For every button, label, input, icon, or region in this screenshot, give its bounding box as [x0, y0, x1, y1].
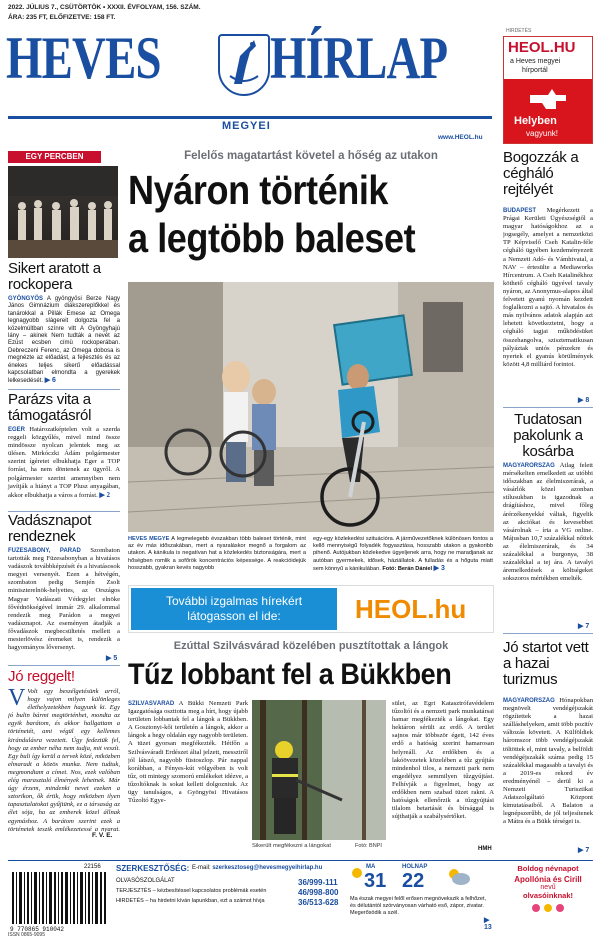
ceghalo-text: [503, 207, 593, 397]
lead-headline-line2: a legtöbb baleset: [128, 215, 416, 261]
tamogatas-place: EGER: [8, 427, 26, 433]
title-subtitle: MEGYEI: [222, 120, 271, 132]
rockopera-headline: Sikert aratott a rockopera: [8, 260, 101, 293]
ceghalo-body: Megérkezett a Prágai Kerületi Ügyészségtől a magyar hatóságokhoz az a jogsegély, amelyet a nemzetközi TP Képviselő Cseh Katalin-féle cégháló ügyében kezdeményezett a Nemzeti Adó- és Vámhivatal, a NAV – értesülte a Mediaworks Hírcentrum. A Cseh Katalinékhoz köthető cégháló ügyével tavaly nyáron, az Anonymus-alapos által felvetett gyanú nyomán kezdett foglalkozni a sajtó. A hivatalos és más nyilvános adatok alapján azt lehetett következtetni, hogy a cégháló tagjai működésüket összehangolva, szisztematikusan pályáztak uniós pénzekre és nyertek el gyanús körülmények között 4,8 milliárd forintot.: [503, 207, 593, 368]
stork-emblem-icon: [220, 36, 268, 94]
kosar-headline: Tudatosan pakolunk a kosárba: [513, 411, 583, 460]
heol-ad-line1: a Heves megyei: [510, 58, 561, 65]
tamogatas-text: [8, 426, 120, 500]
turizmus-headline: Jó startot vett a hazai turizmus: [503, 639, 589, 688]
vadasznap-page-ref[interactable]: ▶ 5: [106, 655, 118, 662]
lead-headline-line1: Nyáron történik: [128, 167, 389, 213]
vadasznap-place: FÜZESABONY, PARÁD: [8, 548, 81, 554]
rockopera-page-ref[interactable]: ▶ 6: [44, 377, 56, 385]
date-line: 2022. JÚLIUS 7., CSÜTÖRTÖK • XXXII. ÉVFOLYAM, 156. SZÁM.: [8, 4, 201, 11]
rockopera-photo: [8, 166, 118, 258]
masthead: [8, 4, 492, 147]
weather-today-temp: 31: [364, 870, 387, 892]
price-line: ÁRA: 235 FT, ELŐFIZETVE: 158 FT.: [8, 14, 116, 21]
tamogatas-body: Határozatképtelen volt a szerda reggeli közgyűlés, mivel mind össze mindössze nyolcan jelentek meg az ülésen. Mirkóczki Ádám polgármester szerint ígéretet elbukhatja Eger a TOP forrást, ha nem döntenek az ügyről. A polgármester szerint amennyiben nem javítják a hiányt a TOP Plusz anyagában, akkor elbukhatja a város a forrást.: [8, 426, 120, 499]
lead-photo: [128, 282, 494, 532]
fire-photo: [252, 700, 386, 840]
fire-author: HMH: [478, 846, 492, 852]
rockopera-place: GYÖNGYÖS: [8, 296, 44, 302]
weather-box: [350, 864, 498, 940]
kosar-body: Átlag felett mérsékelten emelkedett az utóbbi időszakban az élelmiszerárak, a vásárlók közel azonban stílusukban is igazodnak a drágításhoz, mivel főleg árérzékenyekké váltak, figyelik az akciókat és kevesebbet vásárolnak – írta a VG online. Májusban 10,7 százalékkal nőttek az élelmiszerárak, és 34 százalékkal a burgonya, 38 százalékkal a tej ára. A tavalyi áremelkedések a költségeket sokszoros mértékben emelték.: [503, 462, 593, 583]
masthead-url[interactable]: www.HEOL.hu: [438, 134, 483, 141]
heol-ad-vagyunk: vagyunk!: [526, 129, 559, 138]
editorial-title: SZERKESZTŐSÉG:: [116, 864, 190, 873]
turizmus-page-ref[interactable]: ▶ 7: [578, 847, 590, 854]
lead-body-right: egy-egy közlekedési szituációra. A járművezetőknek különösen fontos a kellő mennyiségű folyadék fogyasztása, hosszabb utakon a gyakoribb pihenő. Autójukban közlekedve ügyeljenek arra, hogy ne maradjanak az autóban gyermekek, idősek, háziállatok. A fulladás és a hőguta miatt sem könnyű a kánikulában.: [313, 536, 493, 572]
barcode: [8, 864, 110, 940]
heol-promo-banner[interactable]: [128, 585, 494, 633]
weather-page-ref[interactable]: ▶ 13: [484, 917, 492, 931]
title-heves: HEVES: [6, 25, 161, 91]
turizmus-text: [503, 697, 593, 837]
fire-caption: Sikerült megfékezni a lángokat: [252, 843, 331, 849]
issue-number: 22156: [84, 864, 101, 870]
editorial-box: [116, 864, 344, 940]
ads-label: HIRDETÉS – ha hirdetni kíván lapunkban, ezt a számot hívja: [116, 898, 265, 904]
barcode-number: 9 770865 910042: [10, 926, 65, 933]
lead-page-ref[interactable]: ▶ 3: [433, 564, 445, 572]
heol-ad-line2: hírportál: [522, 67, 548, 74]
distribution-label: TERJESZTÉS – kézbesítéssel kapcsolatos problémák esetén: [116, 888, 267, 894]
nameday-end: olvasóinknak!: [522, 891, 574, 900]
kosar-page-ref[interactable]: ▶ 7: [578, 623, 590, 630]
weather-text: Ma észak megyei felől erősen megnövekszik a felhőzet, és délutántól szórványosan várható eső, zápor, zivatar. Megerősödik a szél.: [350, 896, 487, 916]
promo-text-box: [131, 588, 337, 630]
title-hirlap: HÍRLAP: [270, 25, 448, 91]
phone-1[interactable]: 36/999-111: [298, 878, 338, 887]
ad-label: HIRDETÉS: [506, 28, 532, 34]
fire-text-col1: [128, 700, 248, 856]
weather-tomorrow-label: HOLNAP: [402, 864, 428, 870]
jo-reggelt-text: [8, 688, 120, 832]
lead-kicker: Felelős magatartást követel a hőség az utakon: [184, 150, 438, 162]
ceghalo-place: BUDAPEST: [503, 208, 537, 214]
divider: [8, 665, 120, 666]
fire-body-col3: sület, az Egri Katasztrófavédelem tűzoltói és a nemzeti park munkatársai hamar megfékezték a lángokat. Egy hektáron sérült az erdő. A terület sajnos már többször égett, 142 éves erdő a hatóság szerint hamarosan helyreáll. Az erdőkben és a lakóövezetek közelében a tűz gyújtás mindenhol tilos, a nemzeti park nem engedélyez semmilyen tűzgyújtást. Felhívják a figyelmet, hogy az erdőkben nem szabad tüzet rakni. A hatóságok ellenőrzik a tűzgyújtási tilalom betartását és bírsággal is sújthatják a szabálysértőket.: [392, 700, 494, 821]
cyclist-image: [128, 282, 494, 532]
lead-text-left: [128, 536, 306, 572]
promo-line2: látogasson el ide:: [187, 609, 281, 623]
kosar-text: [503, 462, 593, 622]
tamogatas-headline: Parázs vita a támogatásról: [8, 391, 92, 424]
performers-image: [8, 166, 118, 258]
rockopera-body: A gyöngyösi Berze Nagy János Gimnázium diákszereplőkkel és tanárokkal a Pillák Emese az Omega legnagyobb slágereit dolgozta fel a közelmúltban színre vitt A Gyöngyhajú lány – akinek Nem tudták a nevét az Ezüst ecsben címü rockoperában. Debreczeni Ferenc, az Omega dobosa is megnézte az előadást, a fejlesztés és az énekes teljes sikerű előadással kapcsolatban elmondta a gyerekek lelkesedését.: [8, 296, 120, 385]
coat-of-arms: [218, 34, 270, 96]
lead-body-left: A legmelegebb évszakban több baleset történik, mint az év más időszakában, mert a nyaraláskor megnő a forgalom az utakon. A kánikula is negatívan hat a közlekedés biztonságára, mert a hőségben romlik a sofőrök koncentrációs képessége. A reakcióidejük hosszabb, gyakran kevés nagyobb: [128, 536, 306, 571]
fire-photo-credit: Fotó: BNPI: [355, 843, 382, 849]
rockopera-text: [8, 296, 120, 386]
weather-today-label: MA: [366, 864, 376, 870]
promo-brand: HEOL.hu: [355, 594, 467, 624]
firefighter-image: [252, 700, 386, 840]
heol-ad-helyben: Helyben: [514, 115, 557, 127]
flowers-icon: [528, 900, 568, 916]
nameday-names: Apollónia és Cirill: [514, 875, 582, 884]
turizmus-place: MAGYARORSZÁG: [503, 698, 555, 704]
fire-kicker: Ezúttal Szilvásvárad közelében pusztítottak a lángok: [173, 640, 449, 652]
jo-reggelt-headline: Jó reggelt!: [8, 668, 75, 685]
nameday-suffix: nevű: [540, 884, 556, 891]
vadasznap-headline: Vadásznapot rendeznek: [8, 512, 92, 545]
footer-rule: [8, 860, 593, 861]
sun-icon: [350, 866, 364, 880]
fire-headline: Tűz lobbant fel a Bükkben: [128, 658, 452, 691]
barcode-icon: [10, 872, 108, 924]
heol-ad[interactable]: [503, 28, 593, 144]
cloud-sun-icon: [446, 866, 470, 886]
masthead-rule: [8, 116, 492, 119]
lead-photo-credit: Fotó: Berán Dániel: [382, 565, 433, 572]
lead-place: HEVES MEGYE: [128, 536, 170, 542]
ceghalo-page-ref[interactable]: ▶ 8: [578, 397, 590, 404]
promo-line1: További izgalmas hírekért: [165, 594, 303, 608]
egy-percben-label: EGY PERCBEN: [8, 151, 101, 163]
phone-3[interactable]: 36/513-628: [298, 898, 339, 907]
vadasznap-body: Szombaton tartották meg Füzesabonyban a hivatásos vadászok továbbképzését és a hivatásosok megyei versenyét. Ezen a hétvégén, szombaton pedig Semjén Zsolt miniszterelnök-helyettes, az Országos Magyar Vadászati Védegylet elnöke fővédnökségével immár 29. alkalommal rendezik meg Parádon a megyei vadásznapot. Az eseményen átadják a fővadászok megbecsültetés mellett a mesterlövész éremeket is, rendezik a hagyományos lőversenyt.: [8, 547, 120, 652]
jo-reggelt-body: Volt egy beszélgetésünk arról, hogy vajon milyen különleges élethelyzetekben hagyunk ki. Egy jó bulin bármi megtörténhet, mondta az egyik barátom, és akkor hallgattam a történetét, ami végül egy kellemes kirándulásra vezetett. Úgy fedeztük fel, hogy az ember néha nem tudja, mit veszít. Egy buli így kerül a tervek közé, miközben elmaradt a közös munka. Nem tudtuk, megmondtam a címet. Nos, ezek valóban elég marasztaló élmények lehetnek. Már úgy érzem, mindenki nevet ezeken a sztorikon, ők értik, hogy miközben ilyen tapasztalatokat gyűjtünk, ez a társaság az élet sója, ha az emberek közel állnak egymáshoz. A barátom szerint ezek a történetek teszik emlékezetessé a nyarat.: [8, 688, 120, 832]
kosar-place: MAGYARORSZÁG: [503, 463, 555, 469]
heol-ad-title: HEOL.HU: [508, 39, 576, 56]
weather-tomorrow-temp: 22: [402, 870, 425, 892]
fire-place: SZILVÁSVÁRAD: [128, 701, 175, 707]
pointing-hand-icon: [526, 83, 570, 113]
divider: [503, 407, 593, 408]
divider: [8, 389, 120, 390]
divider: [503, 633, 593, 634]
tamogatas-page-ref[interactable]: ▶ 2: [99, 490, 111, 499]
heol-ad-graphic: [504, 79, 592, 143]
nameday-title: Boldog névnapot: [517, 864, 579, 873]
editorial-email[interactable]: E-mail: szerkesztoseg@hevesmegyeihirlap.hu: [192, 865, 323, 871]
issn: ISSN 0865-9095: [8, 932, 45, 938]
lead-text-right: [313, 536, 493, 573]
turizmus-body: Hónapokban megnövelt vendégéjszakát rögzítettek a hazai szálláshelyeken, amit több pozitív változás követett. A Külföldiek háromszor több vendégéjszakát töltöttek el, mint tavaly, a belföldi vendégéjszakák száma pedig 15 százalékkal magasabb a tavalyi és a 2019-es rekord év eredményénél – derül ki a Nemzeti Turisztikai Adatszolgáltató Központ kimutatásaiból. A Balaton a legnépszerűbb, de jól teljesítenek a Mátra és a Bükk térségei is.: [503, 697, 593, 826]
nameday-box: [503, 864, 593, 940]
reader-service-label: OLVASÓSZOLGÁLAT: [116, 878, 175, 884]
jo-reggelt-dropcap: V: [8, 688, 26, 711]
phone-2[interactable]: 46/998-800: [298, 888, 339, 897]
fire-text-col3: [392, 700, 494, 840]
ceghalo-headline: Bogozzák a cégháló rejtélyét: [503, 149, 579, 198]
jo-reggelt-author: F. V. E.: [92, 832, 113, 839]
fire-body-col1: A Bükki Nemzeti Park Igazgatósága oszttotta meg a hírt, hogy újabb területen lobbantak fel a lángok a Bükkben. A Gosztonyi-kői területén a lángok, akkor a lángok a hegy oldalán egy nagyobb területen. A tüzet gyorsan megfékezték. Hétfőn a Szilvásváradi Erdészet által jelzett, messziről jól látszó, nagyobb füstoszlop. Pár nappal korábban, a Fényes-kút völgyében is volt tűz, ott mintegy szomorú emlékeket idézve, a tűzoltóknak is sokat kellett dolgozniuk. Az ügy tanulságos, a Gyöngyösi Hivatásos Tűzoltó Egye-: [128, 700, 248, 805]
lead-headline: [128, 166, 450, 262]
vadasznap-text: [8, 547, 120, 661]
